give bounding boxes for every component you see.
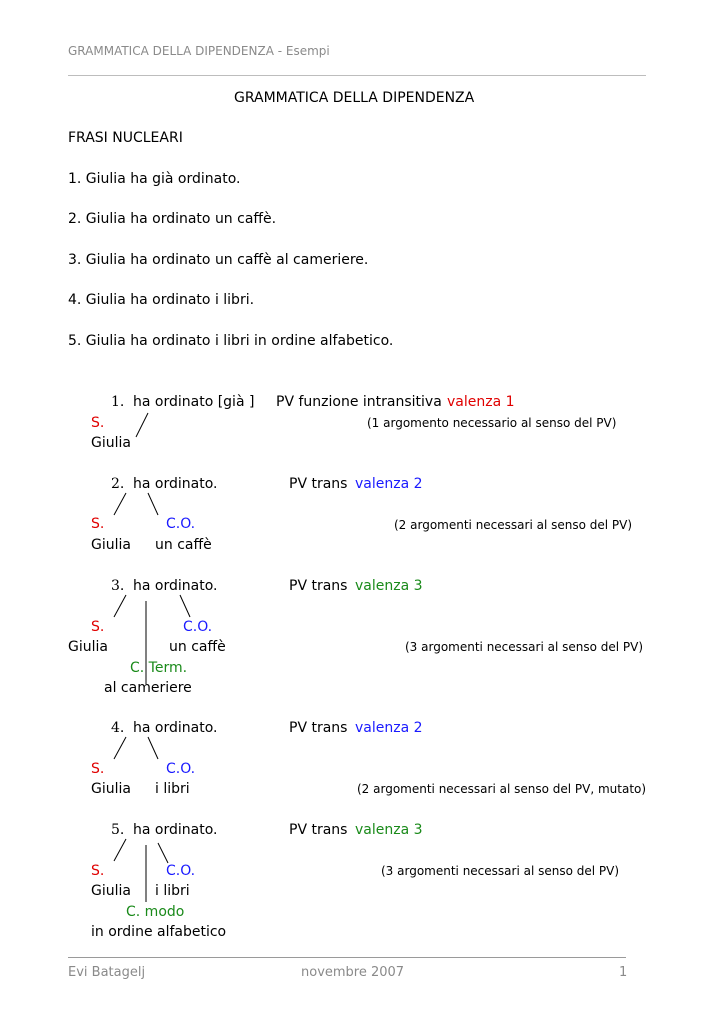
diagram-2-note: (2 argomenti necessari al senso del PV): [394, 518, 633, 532]
dep-line-4-object: [148, 737, 158, 759]
diagram-3-object: un caffè: [169, 639, 226, 655]
sentence-5: 5. Giulia ha ordinato i libri in ordine alfabetico.: [68, 333, 394, 349]
diagram-3-pv: PV trans: [289, 578, 348, 594]
diagram-4-valenza: valenza 2: [355, 720, 423, 736]
sentence-4: 4. Giulia ha ordinato i libri.: [68, 292, 255, 308]
diagram-1-note: (1 argomento necessario al senso del PV): [367, 416, 617, 430]
diagram-1-subject-label: S.: [91, 415, 105, 431]
diagram-1-number: 1.: [111, 394, 125, 410]
diagram-3-term-label: C. Term.: [130, 660, 188, 676]
dep-line-2-object: [148, 493, 158, 515]
dep-line-5-subject: [114, 839, 126, 861]
diagram-5-pv: PV trans: [289, 822, 348, 838]
diagram-5-mode-label: C. modo: [126, 904, 185, 920]
dep-line-3-subject: [114, 595, 126, 617]
diagram-4-subject-label: S.: [91, 761, 105, 777]
document-title: GRAMMATICA DELLA DIPENDENZA: [234, 90, 475, 106]
diagram-4-number: 4.: [111, 720, 125, 736]
diagram-5-object: i libri: [155, 883, 190, 899]
footer-author: Evi Batagelj: [68, 965, 146, 980]
footer-date: novembre 2007: [301, 965, 405, 980]
diagram-3-term: al cameriere: [104, 680, 192, 696]
diagram-4-object-label: C.O.: [166, 761, 196, 777]
diagram-3-verb: ha ordinato.: [133, 578, 218, 594]
diagram-5-object-label: C.O.: [166, 863, 196, 879]
dep-line-4-subject: [114, 737, 126, 759]
diagram-2-valenza: valenza 2: [355, 476, 423, 492]
diagram-2-subject: Giulia: [91, 537, 131, 553]
diagram-2-number: 2.: [111, 476, 125, 492]
diagram-1-subject: Giulia: [91, 435, 131, 451]
diagram-2-object-label: C.O.: [166, 516, 196, 532]
diagram-5-valenza: valenza 3: [355, 822, 423, 838]
diagram-2-object: un caffè: [155, 537, 212, 553]
diagram-4-verb: ha ordinato.: [133, 720, 218, 736]
diagram-3-subject: Giulia: [68, 639, 108, 655]
dep-line-2-subject: [114, 493, 126, 515]
dep-line-1-subject: [136, 413, 148, 437]
diagram-1-valenza: valenza 1: [447, 394, 515, 410]
diagram-1-pv: PV funzione intransitiva: [276, 394, 442, 410]
diagram-5-subject-label: S.: [91, 863, 105, 879]
diagram-2-verb: ha ordinato.: [133, 476, 218, 492]
sentence-2: 2. Giulia ha ordinato un caffè.: [68, 211, 277, 227]
diagram-5-number: 5.: [111, 822, 125, 838]
diagram-4-object: i libri: [155, 781, 190, 797]
diagram-5-verb: ha ordinato.: [133, 822, 218, 838]
sentence-3: 3. Giulia ha ordinato un caffè al cameriere.: [68, 252, 369, 268]
dep-line-5-object: [158, 843, 168, 863]
diagram-5-mode: in ordine alfabetico: [91, 924, 227, 940]
diagram-3-valenza: valenza 3: [355, 578, 423, 594]
diagram-2-subject-label: S.: [91, 516, 105, 532]
dep-line-3-object: [180, 595, 190, 617]
diagram-2-pv: PV trans: [289, 476, 348, 492]
diagram-4-pv: PV trans: [289, 720, 348, 736]
diagram-3-subject-label: S.: [91, 619, 105, 635]
diagram-4-note: (2 argomenti necessari al senso del PV, mutato): [357, 782, 647, 796]
diagram-5-subject: Giulia: [91, 883, 131, 899]
footer-rule: [68, 957, 626, 958]
page-number: 1: [619, 965, 628, 980]
running-header: GRAMMATICA DELLA DIPENDENZA - Esempi: [68, 44, 330, 58]
diagram-4-subject: Giulia: [91, 781, 131, 797]
sentence-1: 1. Giulia ha già ordinato.: [68, 171, 241, 187]
section-heading: FRASI NUCLEARI: [68, 130, 183, 146]
diagram-3-object-label: C.O.: [183, 619, 213, 635]
diagram-3-number: 3.: [111, 578, 125, 594]
diagram-5-note: (3 argomenti necessari al senso del PV): [381, 864, 620, 878]
diagram-3-note: (3 argomenti necessari al senso del PV): [405, 640, 644, 654]
diagram-1-verb: ha ordinato [già ]: [133, 394, 255, 410]
